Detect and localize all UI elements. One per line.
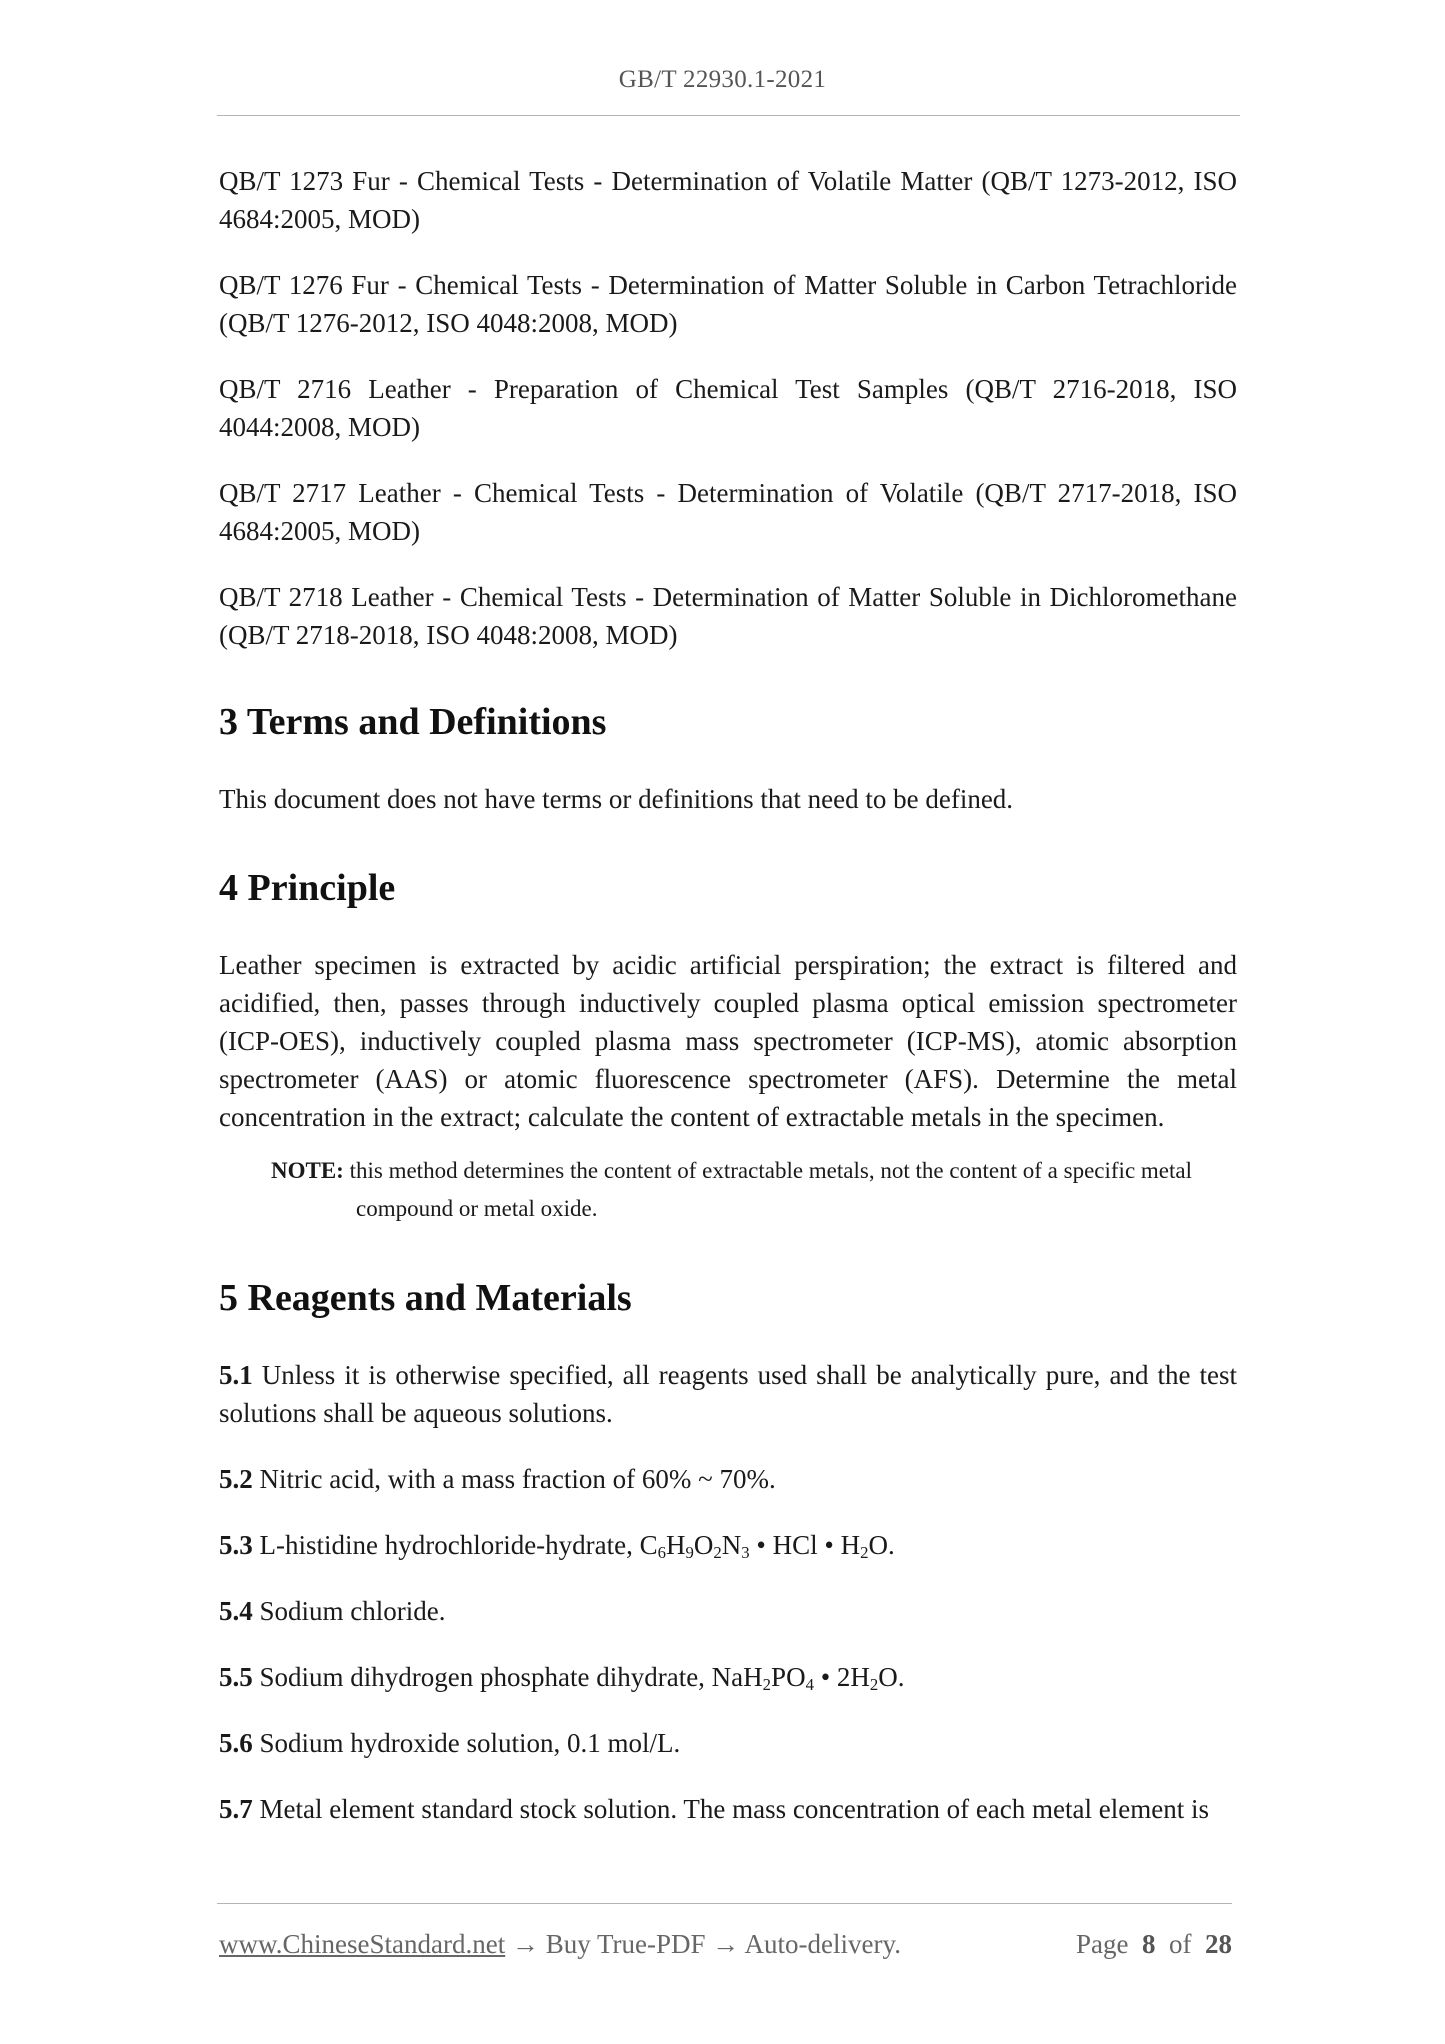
item-text: Sodium hydroxide solution, 0.1 mol/L. — [259, 1728, 681, 1758]
item-5-4 — [219, 1592, 1237, 1630]
of-label: of — [1169, 1929, 1192, 1959]
note-line-1: this method determines the content of extractable metals, not the content of a specific metal — [349, 1158, 1192, 1183]
page-indicator — [1076, 1929, 1232, 1960]
formula-part: H — [666, 1530, 686, 1560]
section-3-text: This document does not have terms or definitions that need to be defined. — [219, 784, 1014, 814]
section-4-text: Leather specimen is extracted by acidic artificial perspiration; the extract is filtered and acidified, then, passes through inductively coupled plasma optical emission spectrometer (ICP-OES), inductively coupled plasma mass spectrometer (ICP-MS), atomic absorption spectrometer (AAS) or atomic fluorescence spectrometer (AFS). Determine the metal concentration in the extract; calculate the content of extractable metals in the specimen. — [219, 950, 1237, 1132]
reference-qbt-1276: QB/T 1276 Fur - Chemical Tests - Determination of Matter Soluble in Carbon Tetrachloride (QB/T 1276-2012, ISO 4048:2008, MOD) — [219, 270, 1237, 338]
formula-part: O. — [868, 1530, 895, 1560]
formula-sub: 9 — [685, 1543, 694, 1563]
reference-qbt-2716: QB/T 2716 Leather - Preparation of Chemical Test Samples (QB/T 2716-2018, ISO 4044:2008, MOD) — [219, 374, 1237, 442]
formula-part: O — [693, 1530, 714, 1560]
page-number: 8 — [1142, 1929, 1156, 1959]
item-text: L-histidine hydrochloride-hydrate, C — [259, 1530, 658, 1560]
page-header-title: GB/T 22930.1-2021 — [618, 66, 827, 93]
formula-sub: 3 — [741, 1543, 750, 1563]
footer-divider — [217, 1903, 1232, 1904]
item-5-6 — [219, 1724, 1237, 1762]
item-number: 5.1 — [219, 1360, 253, 1390]
reference-qbt-1273: QB/T 1273 Fur - Chemical Tests - Determination of Volatile Matter (QB/T 1273-2012, ISO 4684:2005, MOD) — [219, 166, 1237, 234]
section-4-heading: 4 Principle — [219, 867, 396, 909]
item-5-1 — [219, 1356, 1237, 1432]
reference-qbt-2718: QB/T 2718 Leather - Chemical Tests - Determination of Matter Soluble in Dichloromethane (QB/T 2718-2018, ISO 4048:2008, MOD) — [219, 582, 1237, 650]
section-3-heading: 3 Terms and Definitions — [219, 701, 607, 743]
page-label: Page — [1076, 1929, 1129, 1959]
page-total: 28 — [1205, 1929, 1232, 1959]
formula-part: • 2H — [813, 1662, 870, 1692]
formula-sub: 6 — [657, 1543, 667, 1563]
item-text: Metal element standard stock solution. The mass concentration of each metal element is — [259, 1794, 1209, 1824]
formula-sub: 2 — [762, 1675, 772, 1695]
formula-sub: 4 — [805, 1675, 814, 1695]
formula-sub: 2 — [860, 1543, 869, 1563]
header-divider — [217, 115, 1240, 116]
note-line-2: compound or metal oxide. — [356, 1196, 598, 1221]
note-label: NOTE: — [271, 1158, 344, 1183]
item-number: 5.5 — [219, 1662, 253, 1692]
formula-sub: 2 — [713, 1543, 722, 1563]
site-link[interactable]: www.ChineseStandard.net — [219, 1929, 506, 1959]
formula-part: N — [721, 1530, 742, 1560]
item-5-3 — [219, 1526, 1237, 1564]
item-number: 5.2 — [219, 1464, 253, 1494]
formula-part: • HCl • H — [749, 1530, 861, 1560]
item-text: Sodium chloride. — [259, 1596, 446, 1626]
item-5-2 — [219, 1460, 1237, 1498]
section-5-heading: 5 Reagents and Materials — [219, 1277, 632, 1319]
page-content — [219, 162, 1237, 1856]
item-text: Unless it is otherwise specified, all reagents used shall be analytically pure, and the test solutions shall be aqueous solutions. — [219, 1360, 1237, 1428]
item-text: Nitric acid, with a mass fraction of 60% ~ 70%. — [259, 1464, 776, 1494]
item-number: 5.7 — [219, 1794, 253, 1824]
item-text: Sodium dihydrogen phosphate dihydrate, NaH — [259, 1662, 763, 1692]
arrow-icon: → — [511, 1929, 539, 1959]
item-5-7 — [219, 1790, 1237, 1828]
formula-sub: 2 — [869, 1675, 879, 1695]
item-5-5 — [219, 1658, 1237, 1696]
reference-qbt-2717: QB/T 2717 Leather - Chemical Tests - Determination of Volatile (QB/T 2717-2018, ISO 4684:2005, MOD) — [219, 478, 1237, 546]
arrow-icon: → — [712, 1929, 740, 1959]
item-number: 5.3 — [219, 1530, 253, 1560]
item-number: 5.4 — [219, 1596, 253, 1626]
formula-part: O. — [878, 1662, 905, 1692]
buy-true-pdf-text: Buy True-PDF — [545, 1929, 706, 1959]
auto-delivery-text: Auto-delivery. — [744, 1929, 901, 1959]
section-4-note — [271, 1152, 1237, 1228]
item-number: 5.6 — [219, 1728, 253, 1758]
formula-part: PO — [771, 1662, 806, 1692]
